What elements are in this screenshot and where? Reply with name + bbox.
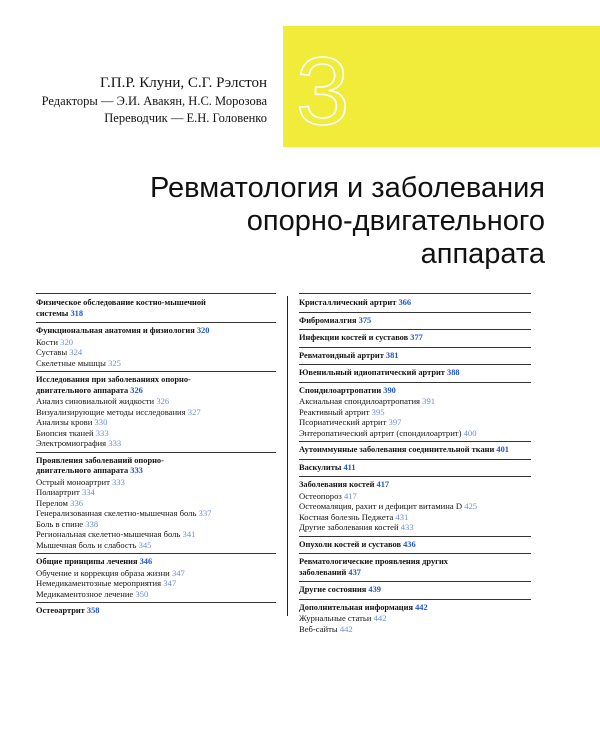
section-rule [299, 293, 531, 294]
toc-page-number: 358 [86, 606, 100, 615]
toc-entry[interactable] [299, 512, 531, 523]
chapter-credits [42, 74, 267, 127]
toc-page-number: 436 [403, 539, 416, 549]
toc-section [36, 326, 276, 368]
toc-heading-text: Опухоли костей и суставов [299, 539, 402, 549]
toc-page-number: 401 [496, 445, 509, 454]
toc-entry-label: Анализы крови [36, 417, 93, 427]
toc-heading-text: Дополнительная информация [299, 602, 413, 612]
toc-entry-label: Другие заболевания костей [299, 522, 399, 532]
toc-entry[interactable] [299, 428, 531, 439]
section-rule [299, 347, 531, 348]
toc-entry-page: 397 [388, 417, 402, 427]
toc-section [299, 585, 531, 596]
toc-section-heading[interactable] [36, 326, 276, 337]
toc-entry-page: 417 [343, 490, 357, 501]
toc-entry-label: Полиартрит [36, 487, 80, 497]
toc-entry-label: Костная болезнь Педжета [299, 511, 394, 522]
toc-heading-text: Спондилоартропатии [299, 385, 382, 395]
toc-section-heading[interactable] [299, 480, 531, 491]
section-rule [36, 293, 276, 294]
toc-page-number: 318 [70, 308, 83, 318]
toc-entry-page: 327 [187, 406, 201, 417]
toc-entry-label: Кости [36, 336, 58, 347]
section-rule [36, 322, 276, 323]
toc-page-number: 377 [410, 333, 423, 342]
toc-entry-label: Острый моноартрит [36, 476, 110, 487]
toc-entry-label: Псориатический артрит [299, 417, 387, 427]
toc-entry[interactable] [299, 407, 531, 418]
toc-section-heading[interactable] [299, 463, 531, 474]
toc-page-number: 388 [447, 368, 460, 377]
toc-entry-label: Обучение и коррекция образа жизни [36, 567, 170, 578]
toc-entry-label: Перелом [36, 497, 68, 508]
toc-entry[interactable] [299, 417, 531, 428]
editors: Редакторы — Э.И. Авакян, Н.С. Морозова [41, 94, 267, 108]
toc-entry-page: 347 [163, 578, 177, 588]
toc-entry-label: Аксиальная спондилоартропатия [299, 396, 421, 406]
toc-section-heading[interactable] [299, 603, 531, 614]
toc-entry-label: Скелетные мышцы [36, 357, 106, 368]
toc-heading-text: двигательного аппарата [36, 466, 129, 475]
section-rule [36, 371, 276, 372]
chapter-title-line: Ревматология и заболевания [149, 172, 545, 204]
toc-heading-text: Ювенильный идиопатический артрит [299, 368, 445, 377]
toc-heading-text: Физическое обследование костно-мышечной [36, 298, 206, 307]
toc-section [299, 463, 531, 474]
toc-section [36, 606, 276, 617]
toc-heading-text: Другие состояния [299, 585, 367, 594]
toc-heading-text: Фибромиалгия [299, 315, 357, 325]
toc-page-number: 381 [385, 350, 399, 360]
toc-entry-label: Биопсия тканей [36, 427, 94, 438]
toc-entry-page: 324 [69, 347, 83, 357]
toc-section [299, 445, 531, 456]
toc-entry-page: 325 [108, 357, 121, 368]
toc-entry-label: Журнальные статьи [299, 613, 372, 623]
toc-entry-label: Визуализирующие методы исследования [36, 406, 186, 417]
toc-section [36, 456, 276, 551]
toc-heading-text: Ревматоидный артрит [299, 350, 384, 360]
toc-entry-page: 333 [95, 427, 109, 438]
toc-entry-page: 333 [108, 438, 122, 448]
chapter-title-line: аппарата [420, 238, 545, 270]
toc-section-heading[interactable] [299, 540, 531, 551]
toc-entry-page: 442 [373, 613, 387, 623]
toc-entry-page: 341 [182, 529, 196, 539]
toc-entry[interactable] [36, 417, 276, 428]
toc-heading-text: Васкулиты [299, 462, 342, 472]
toc-entry[interactable] [36, 396, 276, 407]
toc-section [299, 540, 531, 551]
toc-section [299, 351, 531, 362]
toc-section-heading[interactable] [36, 557, 276, 568]
toc-entry-label: Мышечная боль и слабость [36, 539, 137, 550]
toc-entry[interactable] [36, 540, 276, 551]
toc-entry-page: 347 [171, 567, 185, 578]
toc-section-heading[interactable] [36, 456, 276, 477]
toc-heading-text: Проявления заболеваний опорно- [36, 455, 164, 465]
toc-entry-page: 433 [400, 522, 414, 532]
toc-entry[interactable] [36, 477, 276, 488]
toc-entry-label: Боль в спине [36, 518, 84, 529]
chapter-title-line: опорно-двигательного [246, 205, 545, 237]
toc-entry[interactable] [36, 358, 276, 369]
toc-section-heading[interactable] [299, 557, 531, 578]
section-rule [36, 602, 276, 603]
toc-entry-page: 442 [339, 623, 353, 634]
toc-heading-text: Общие принципы лечения [36, 557, 138, 566]
toc-entry[interactable] [36, 438, 276, 449]
toc-heading-text: заболеваний [299, 567, 347, 577]
toc-section [36, 298, 276, 319]
toc-section-heading[interactable] [299, 316, 531, 327]
toc-entry[interactable] [36, 578, 276, 589]
toc-entry-page: 337 [198, 508, 212, 518]
toc-page-number: 366 [398, 298, 412, 307]
chapter-number: 3 [296, 38, 350, 145]
toc-heading-text: Остеоартрит [36, 606, 85, 615]
toc-section-heading[interactable] [36, 606, 276, 617]
toc-entry-page: 425 [464, 501, 478, 511]
section-rule [299, 382, 531, 383]
toc-entry-label: Региональная скелетно-мышечная боль [36, 529, 181, 539]
authors: Г.П.Р. Клуни, С.Г. Рэлстон [100, 75, 267, 91]
toc-page-number: 346 [139, 557, 153, 566]
toc-entry-label: Немедикаментозные мероприятия [36, 578, 162, 588]
toc-heading-text: Инфекции костей и суставов [299, 333, 409, 342]
toc-entry[interactable] [36, 498, 276, 509]
toc-entry-label: Веб-сайты [299, 623, 338, 634]
toc-page-number: 439 [368, 585, 381, 594]
section-rule [299, 536, 531, 537]
toc-page-number: 417 [376, 480, 390, 489]
section-rule [36, 553, 276, 554]
toc-page-number: 411 [343, 462, 356, 472]
toc-entry-page: 330 [94, 417, 108, 427]
toc-entry[interactable] [36, 347, 276, 358]
toc-entry-page: 395 [371, 406, 385, 417]
toc-entry[interactable] [299, 491, 531, 502]
section-rule [299, 459, 531, 460]
toc-entry-page: 350 [135, 588, 149, 599]
toc-section-heading[interactable] [36, 375, 276, 396]
toc-entry[interactable] [36, 568, 276, 579]
toc-entry-label: Энтеропатический артрит (спондилоартрит) [299, 427, 462, 438]
toc-heading-text: Исследования при заболеваниях опорно- [36, 375, 191, 384]
toc-page-number: 320 [196, 326, 210, 335]
section-rule [299, 364, 531, 365]
toc-entry-page: 391 [422, 396, 436, 406]
toc-section-heading[interactable] [299, 298, 531, 309]
toc-section-heading[interactable] [299, 585, 531, 596]
toc-section-heading[interactable] [299, 386, 531, 397]
toc-entry[interactable] [36, 508, 276, 519]
toc-entry-label: Остеомаляция, рахит и дефицит витамина D [299, 501, 463, 511]
toc-entry-page: 333 [112, 476, 125, 487]
toc-section-heading[interactable] [299, 333, 531, 344]
toc-heading-text: Заболевания костей [299, 480, 375, 489]
toc-section [299, 557, 531, 578]
section-rule [299, 553, 531, 554]
toc-section [299, 298, 531, 309]
toc-heading-text: Ревматологические проявления других [299, 557, 448, 566]
toc-entry[interactable] [299, 501, 531, 512]
toc-heading-text: Кристаллический артрит [299, 298, 397, 307]
section-rule [299, 581, 531, 582]
toc-entry[interactable] [36, 529, 276, 540]
section-rule [299, 441, 531, 442]
section-rule [299, 329, 531, 330]
section-rule [36, 452, 276, 453]
toc-heading-text: системы [36, 308, 69, 318]
toc-entry[interactable] [299, 624, 531, 635]
toc-heading-text: Функциональная анатомия и физиология [36, 326, 195, 335]
toc-entry-label: Генерализованная скелетно-мышечная боль [36, 508, 197, 518]
toc-heading-text: Аутоиммунные заболевания соединительной ткани [299, 445, 495, 454]
toc-section [299, 316, 531, 327]
toc-entry-label: Реактивный артрит [299, 406, 370, 417]
toc-entry-page: 400 [463, 427, 477, 438]
section-rule [299, 312, 531, 313]
toc-section [299, 480, 531, 533]
toc-entry-label: Остеопороз [299, 490, 342, 501]
toc-entry-page: 334 [81, 487, 95, 497]
toc-page-number: 442 [415, 602, 428, 612]
toc-entry[interactable] [36, 519, 276, 530]
toc-section-heading[interactable] [299, 351, 531, 362]
translator: Переводчик — Е.Н. Головенко [104, 111, 267, 125]
toc-entry-label: Анализ синовиальной жидкости [36, 396, 155, 406]
toc-section-heading[interactable] [299, 368, 531, 379]
toc-section [299, 368, 531, 379]
toc-entry[interactable] [36, 589, 276, 600]
toc-entry-page: 345 [138, 539, 152, 550]
toc-right-column [299, 293, 531, 635]
toc-section [36, 557, 276, 599]
column-divider [287, 296, 288, 616]
toc-section-heading[interactable] [299, 445, 531, 456]
toc-entry-page: 326 [156, 396, 170, 406]
toc-page-number: 333 [130, 466, 143, 475]
toc-entry-label: Суставы [36, 347, 68, 357]
toc-heading-text: двигательного аппарата [36, 385, 129, 395]
toc-entry-page: 338 [85, 518, 99, 529]
toc-left-column [36, 293, 276, 618]
toc-entry-page: 431 [395, 511, 409, 522]
toc-entry-page: 336 [70, 497, 84, 508]
toc-page-number: 390 [383, 385, 396, 395]
toc-page-number: 375 [358, 315, 372, 325]
toc-section-heading[interactable] [36, 298, 276, 319]
toc-entry[interactable] [36, 407, 276, 418]
toc-entry[interactable] [299, 396, 531, 407]
toc-entry[interactable] [36, 428, 276, 439]
toc-entry[interactable] [36, 337, 276, 348]
toc-section [299, 386, 531, 439]
toc-entry-label: Медикаментозное лечение [36, 588, 134, 599]
toc-section [299, 603, 531, 635]
toc-section [36, 375, 276, 449]
section-rule [299, 476, 531, 477]
section-rule [299, 599, 531, 600]
toc-section [299, 333, 531, 344]
toc-entry-page: 320 [60, 336, 74, 347]
toc-page-number: 326 [130, 385, 143, 395]
toc-entry[interactable] [299, 522, 531, 533]
toc-entry-label: Электромиография [36, 438, 107, 448]
chapter-title [150, 172, 545, 271]
toc-page-number: 437 [348, 567, 361, 577]
toc-entry[interactable] [299, 613, 531, 624]
toc-entry[interactable] [36, 487, 276, 498]
